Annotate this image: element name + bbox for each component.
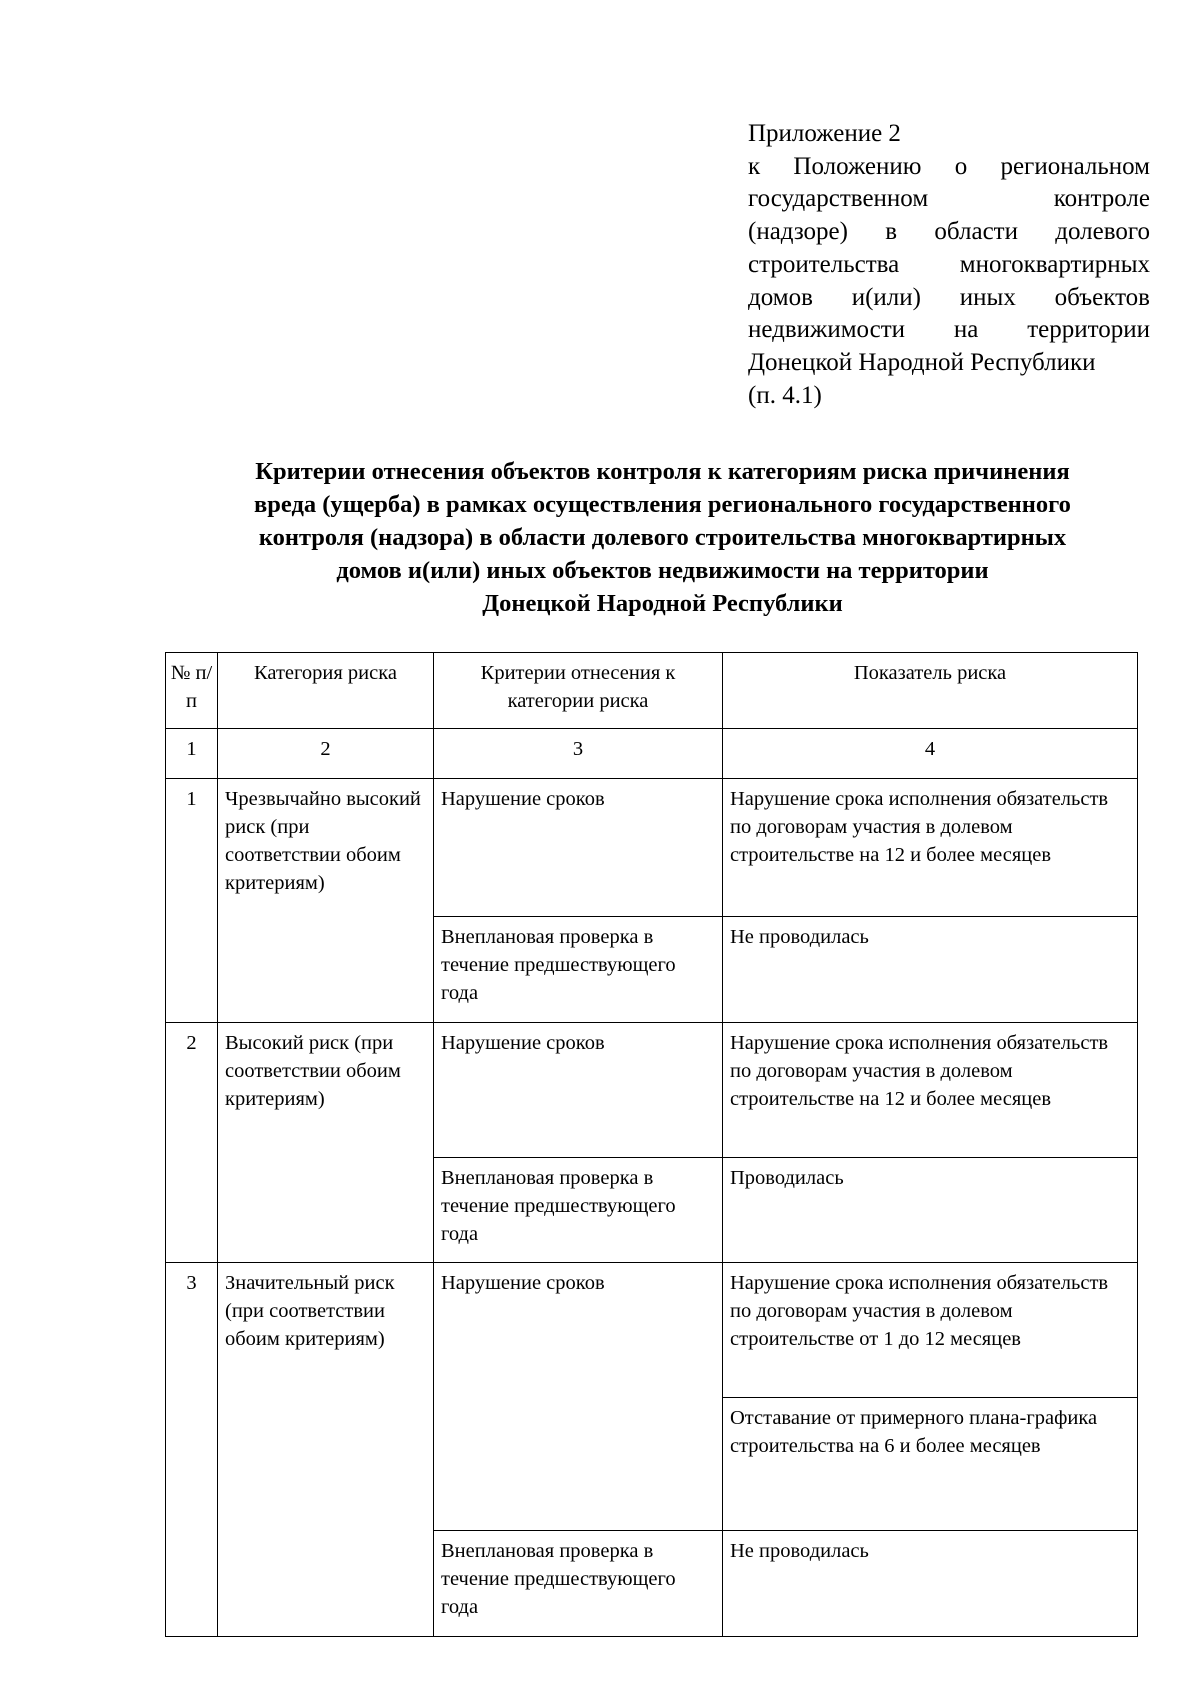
column-number: 2 [218, 729, 434, 779]
row-number: 2 [166, 1023, 218, 1263]
appendix-line: строительства многоквартирных [748, 250, 1150, 278]
appendix-note [748, 118, 1150, 412]
appendix-line: Приложение 2 [748, 120, 901, 147]
indicator: Нарушение срока исполнения обязательств по договорам участия в долевом строительстве на 12 и более месяцев [723, 779, 1138, 917]
table-row [166, 779, 1138, 917]
table-header-row [166, 653, 1138, 729]
criterion: Нарушение сроков [434, 1263, 723, 1531]
title-line: домов и(или) иных объектов недвижимости на территории [336, 557, 989, 584]
row-number: 1 [166, 779, 218, 1023]
appendix-line: (надзоре) в области долевого [748, 218, 1150, 246]
criterion: Нарушение сроков [434, 779, 723, 917]
appendix-line: домов и(или) иных объектов [748, 283, 1150, 311]
appendix-line: недвижимости на территории [748, 316, 1150, 344]
header-cell: Категория риска [218, 653, 434, 729]
title-line: Критерии отнесения объектов контроля к категориям риска причинения [255, 458, 1070, 485]
header-cell: Показатель риска [723, 653, 1138, 729]
criterion: Нарушение сроков [434, 1023, 723, 1158]
risk-category: Высокий риск (при соответствии обоим критериям) [218, 1023, 434, 1263]
risk-category: Значительный риск (при соответствии обоим критериям) [218, 1263, 434, 1637]
document-title [170, 455, 1155, 620]
header-cell: № п/п [166, 653, 218, 729]
indicator: Не проводилась [723, 1531, 1138, 1637]
indicator: Отставание от примерного плана-графика строительства на 6 и более месяцев [723, 1398, 1138, 1531]
appendix-line: к Положению о региональном [748, 152, 1150, 180]
title-line: Донецкой Народной Республики [482, 590, 843, 617]
title-line: контроля (надзора) в области долевого строительства многоквартирных [258, 524, 1067, 551]
title-line: вреда (ущерба) в рамках осуществления регионального государственного [254, 491, 1071, 518]
column-number: 4 [723, 729, 1138, 779]
table-row [166, 1023, 1138, 1158]
header-cell: Критерии отнесения к категории риска [434, 653, 723, 729]
row-number: 3 [166, 1263, 218, 1637]
criterion: Внеплановая проверка в течение предшествующего года [434, 1531, 723, 1637]
indicator: Проводилась [723, 1158, 1138, 1263]
indicator: Нарушение срока исполнения обязательств по договорам участия в долевом строительстве от 1 до 12 месяцев [723, 1263, 1138, 1398]
criterion: Внеплановая проверка в течение предшествующего года [434, 917, 723, 1023]
appendix-line: Донецкой Народной Республики [748, 348, 1096, 376]
table-row [166, 1263, 1138, 1398]
risk-criteria-table [165, 652, 1138, 1637]
risk-category: Чрезвычайно высокий риск (при соответствии обоим критериям) [218, 779, 434, 1023]
column-number: 1 [166, 729, 218, 779]
appendix-line: государственном контроле [748, 185, 1150, 213]
indicator: Нарушение срока исполнения обязательств по договорам участия в долевом строительстве на 12 и более месяцев [723, 1023, 1138, 1158]
appendix-line: (п. 4.1) [748, 381, 822, 409]
column-number-row [166, 729, 1138, 779]
column-number: 3 [434, 729, 723, 779]
criterion: Внеплановая проверка в течение предшествующего года [434, 1158, 723, 1263]
indicator: Не проводилась [723, 917, 1138, 1023]
